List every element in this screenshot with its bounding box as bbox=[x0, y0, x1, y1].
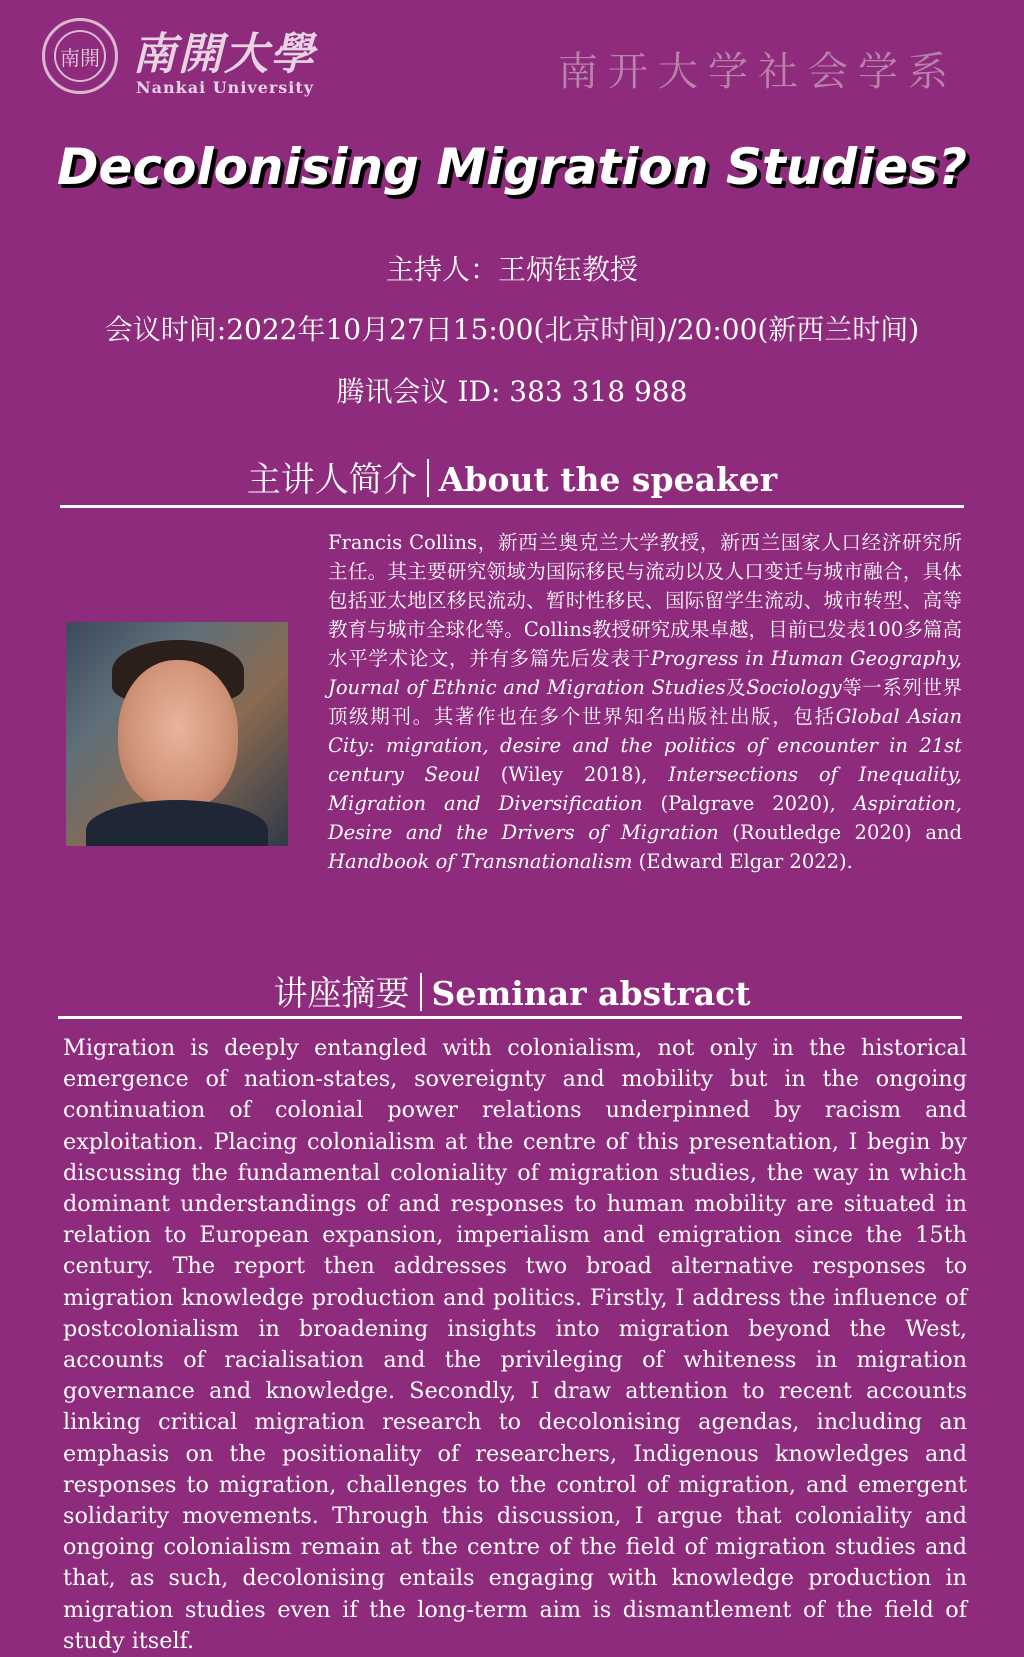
host-line: 主持人：王炳钰教授 bbox=[385, 253, 638, 286]
bio-book-2: Intersections of Inequality, Migration and Diversification bbox=[328, 763, 962, 815]
photo-shirt bbox=[86, 800, 268, 846]
emblem-inner: 南開 bbox=[54, 30, 106, 82]
abstract-section-heading bbox=[0, 966, 1024, 1015]
bio-journal-2: Sociology bbox=[746, 676, 842, 699]
department-name: 南开大学社会学系 bbox=[558, 49, 958, 95]
poster-header bbox=[0, 0, 1024, 110]
bio-books-intro: 等一系列世界顶级期刊。其著作也在多个世界知名出版社出版，包括 bbox=[328, 676, 962, 728]
bio-book-1-pub: (Wiley 2018), bbox=[480, 763, 669, 786]
bio-book-3: Aspiration, Desire and the Drivers of Migration bbox=[328, 792, 962, 844]
heading-divider bbox=[427, 459, 429, 497]
meeting-id-line: 腾讯会议 ID: 383 318 988 bbox=[336, 375, 688, 408]
university-name-cn: 南開大學 bbox=[132, 29, 316, 80]
speaker-section-rule bbox=[60, 505, 964, 508]
abstract-section-rule bbox=[58, 1016, 962, 1019]
speaker-heading-en: About the speaker bbox=[438, 460, 778, 499]
time-line: 会议时间:2022年10月27日15:00(北京时间)/20:00(新西兰时间) bbox=[104, 313, 920, 346]
bio-book-4-pub: (Edward Elgar 2022). bbox=[632, 850, 853, 873]
poster-title: Decolonising Migration Studies? bbox=[57, 138, 967, 196]
bio-book-2-pub: (Palgrave 2020), bbox=[642, 792, 854, 815]
bio-journals-1: Progress in Human Geography, Journal of Ethnic and Migration Studies bbox=[328, 647, 962, 699]
bio-book-3-pub: (Routledge 2020) and bbox=[718, 821, 962, 844]
bio-and: 及 bbox=[725, 676, 747, 699]
speaker-photo bbox=[66, 622, 288, 846]
abstract-heading-cn: 讲座摘要 bbox=[273, 974, 410, 1014]
university-name-en: Nankai University bbox=[136, 78, 315, 97]
photo-face bbox=[118, 660, 238, 810]
university-emblem-icon bbox=[42, 18, 118, 94]
bio-book-1: Global Asian City: migration, desire and the politics of encounter in 21st century Seoul bbox=[328, 705, 962, 786]
abstract-heading-en: Seminar abstract bbox=[431, 974, 751, 1013]
heading-divider bbox=[420, 973, 422, 1011]
speaker-heading-cn: 主讲人简介 bbox=[246, 460, 417, 500]
speaker-bio bbox=[328, 528, 962, 876]
bio-book-4: Handbook of Transnationalism bbox=[328, 850, 633, 873]
bio-intro: Francis Collins，新西兰奥克兰大学教授，新西兰国家人口经济研究所主任。其主要研究领域为国际移民与流动以及人口变迁与城市融合，具体包括亚太地区移民流动、暂时性移民、国际留学生流动、城市转型、高等教育与城市全球化等。Collins教授研究成果卓越，目前已发表100多篇高水平学术论文，并有多篇先后发表于 bbox=[328, 531, 962, 670]
speaker-section-heading bbox=[0, 452, 1024, 501]
seminar-abstract: Migration is deeply entangled with colonialism, not only in the historical emergence of nation-states, sovereignty and mobility but in the ongoing continuation of colonial power relations underpinned by racism and exploitation. Placing colonialism at the centre of this presentation, I begin by discussing the fundamental coloniality of migration studies, the way in which dominant understandings of and responses to human mobility are situated in relation to European expansion, imperialism and emigration since the 15th century. The report then addresses two broad alternative responses to migration knowledge production and politics. Firstly, I address the influence of postcolonialism in broadening insights into migration beyond the West, accounts of racialisation and the privileging of whiteness in migration governance and knowledge. Secondly, I draw attention to recent accounts linking critical migration research to decolonising agendas, including an emphasis on the positionality of researchers, Indigenous knowledges and responses to migration, challenges to the control of migration, and emergent solidarity movements. Through this discussion, I argue that coloniality and ongoing colonialism remain at the centre of the field of migration studies and that, as such, decolonising entails engaging with knowledge production in migration studies even if the long-term aim is dismantlement of the field of study itself. bbox=[63, 1035, 967, 1654]
